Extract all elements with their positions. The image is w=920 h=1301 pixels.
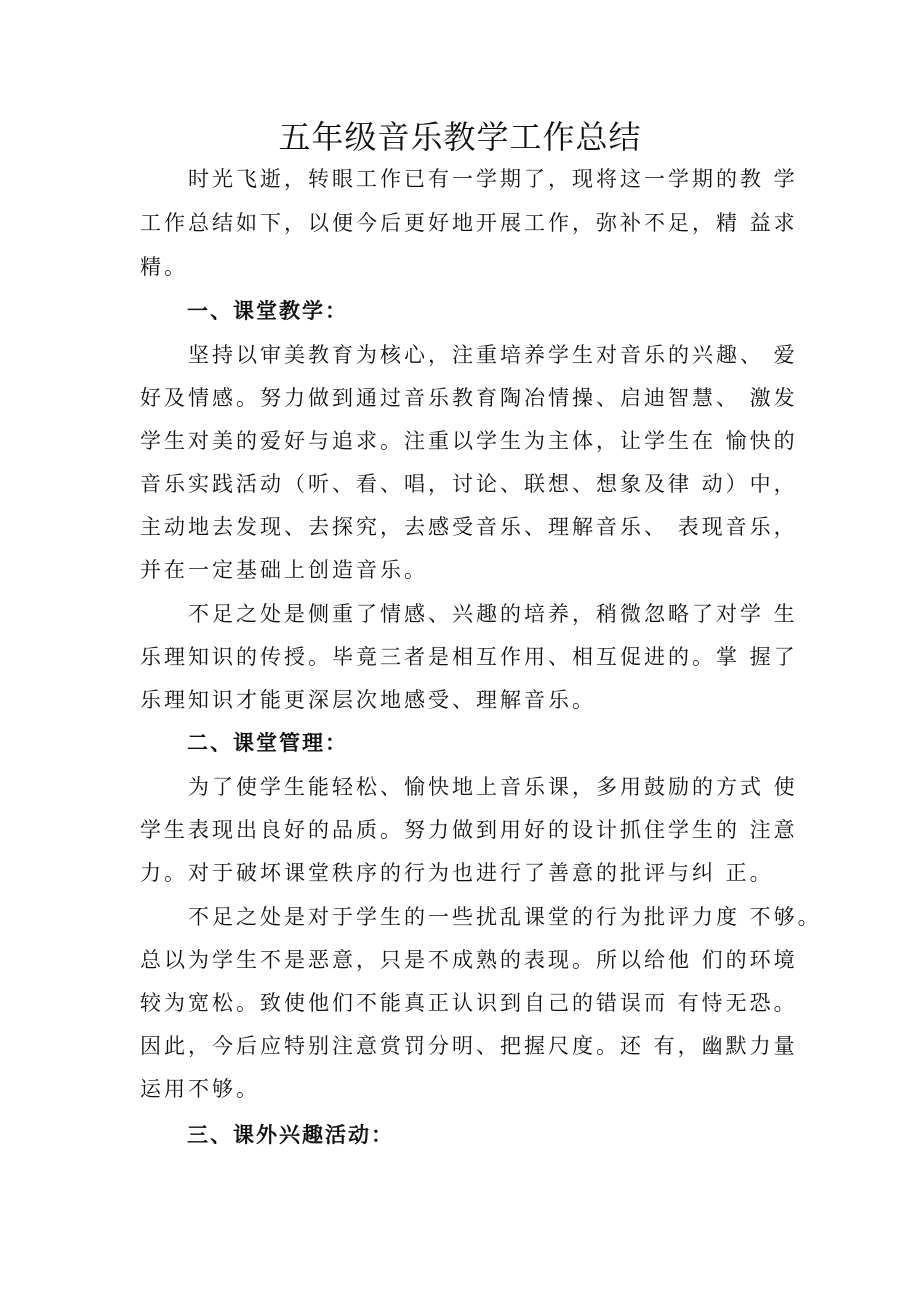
paragraph-line: 主动地去发现、去探究，去感受音乐、理解音乐、 表现音乐， [140, 515, 798, 539]
paragraph-line: 乐理知识才能更深层次地感受、理解音乐。 [140, 688, 596, 712]
paragraph-line: 力。对于破坏课堂秩序的行为也进行了善意的批评与纠 正。 [140, 861, 774, 885]
section-heading: 一、课堂教学： [187, 299, 348, 323]
paragraph-line: 运用不够。 [140, 1077, 260, 1101]
document-title: 五年级音乐教学工作总结 [278, 118, 642, 156]
paragraph-line: 总以为学生不是恶意，只是不成熟的表现。所以给他 们的环境 [140, 948, 798, 972]
section-heading: 三、课外兴趣活动： [187, 1123, 394, 1147]
paragraph-line: 并在一定基础上创造音乐。 [140, 558, 428, 582]
paragraph-line: 较为宽松。致使他们不能真正认识到自己的错误而 有恃无恐。 [140, 991, 798, 1015]
paragraph-line: 不足之处是侧重了情感、兴趣的培养，稍微忽略了对学 生 [140, 602, 798, 626]
paragraph-line: 不足之处是对于学生的一些扰乱课堂的行为批评力度 不够。 [140, 905, 822, 929]
paragraph-line: 时光飞逝，转眼工作已有一学期了，现将这一学期的教 学 [140, 167, 798, 191]
paragraph-line: 音乐实践活动（听、看、唱，讨论、联想、想象及律 动）中， [140, 472, 798, 496]
paragraph-line: 坚持以审美教育为核心，注重培养学生对音乐的兴趣、 爱 [140, 343, 798, 367]
paragraph-line: 乐理知识的传授。毕竟三者是相互作用、相互促进的。掌 握了 [140, 645, 798, 669]
paragraph-line: 为了使学生能轻松、愉快地上音乐课，多用鼓励的方式 使 [140, 775, 798, 799]
paragraph-line: 好及情感。努力做到通过音乐教育陶冶情操、启迪智慧、 激发 [140, 386, 798, 410]
paragraph-line: 因此，今后应特别注意赏罚分明、把握尺度。还 有，幽默力量 [140, 1034, 798, 1058]
paragraph-line: 学生表现出良好的品质。努力做到用好的设计抓住学生的 注意 [140, 818, 798, 842]
paragraph-line: 工作总结如下，以便今后更好地开展工作，弥补不足，精 益求 [140, 211, 798, 235]
section-heading: 二、课堂管理： [187, 731, 348, 755]
paragraph-line: 精。 [140, 255, 188, 279]
paragraph-line: 学生对美的爱好与追求。注重以学生为主体，让学生在 愉快的 [140, 429, 798, 453]
